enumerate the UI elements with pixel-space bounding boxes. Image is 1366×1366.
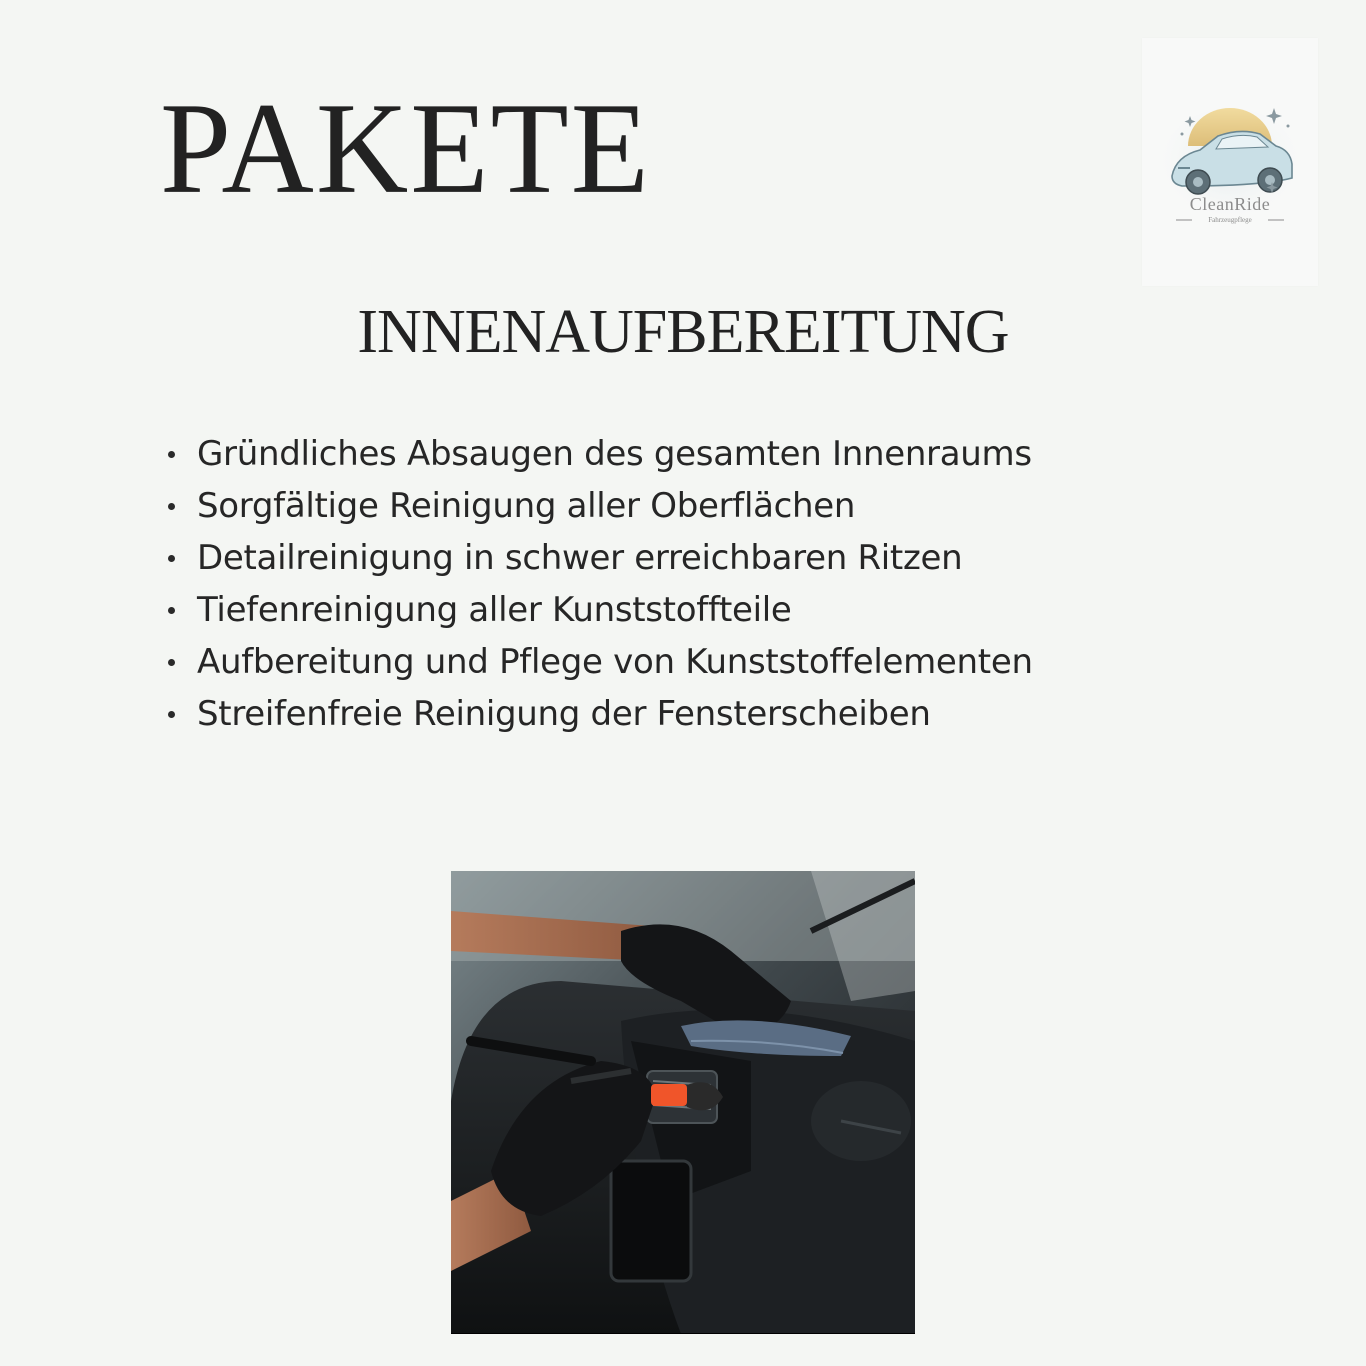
- page-title: PAKETE: [160, 75, 651, 221]
- feature-text: Gründliches Absaugen des gesamten Innenraums: [197, 434, 1032, 474]
- brand-logo: [1142, 38, 1318, 286]
- feature-text: Sorgfältige Reinigung aller Oberflächen: [197, 486, 856, 526]
- bullet-icon: [168, 607, 175, 614]
- bullet-icon: [168, 555, 175, 562]
- list-item: [168, 688, 1033, 740]
- list-item: [168, 532, 1033, 584]
- feature-list: [168, 428, 1033, 740]
- list-item: [168, 428, 1033, 480]
- feature-text: Aufbereitung und Pflege von Kunststoffelementen: [197, 642, 1033, 682]
- feature-text: Tiefenreinigung aller Kunststoffteile: [197, 590, 792, 630]
- gloved-hands-cleaning-car-dashboard-icon: [451, 871, 915, 1334]
- section-title: INNENAUFBEREITUNG: [357, 298, 1009, 366]
- logo-tagline-text: Fahrzeugpflege: [1208, 216, 1252, 224]
- bullet-icon: [168, 503, 175, 510]
- bullet-icon: [168, 451, 175, 458]
- feature-text: Streifenfreie Reinigung der Fensterscheiben: [197, 694, 931, 734]
- list-item: [168, 636, 1033, 688]
- list-item: [168, 480, 1033, 532]
- logo-brand-text: CleanRide: [1189, 194, 1271, 214]
- list-item: [168, 584, 1033, 636]
- bullet-icon: [168, 659, 175, 666]
- interior-cleaning-photo: [451, 871, 915, 1334]
- feature-text: Detailreinigung in schwer erreichbaren Ritzen: [197, 538, 963, 578]
- bullet-icon: [168, 711, 175, 718]
- car-logo-icon: [1142, 38, 1318, 286]
